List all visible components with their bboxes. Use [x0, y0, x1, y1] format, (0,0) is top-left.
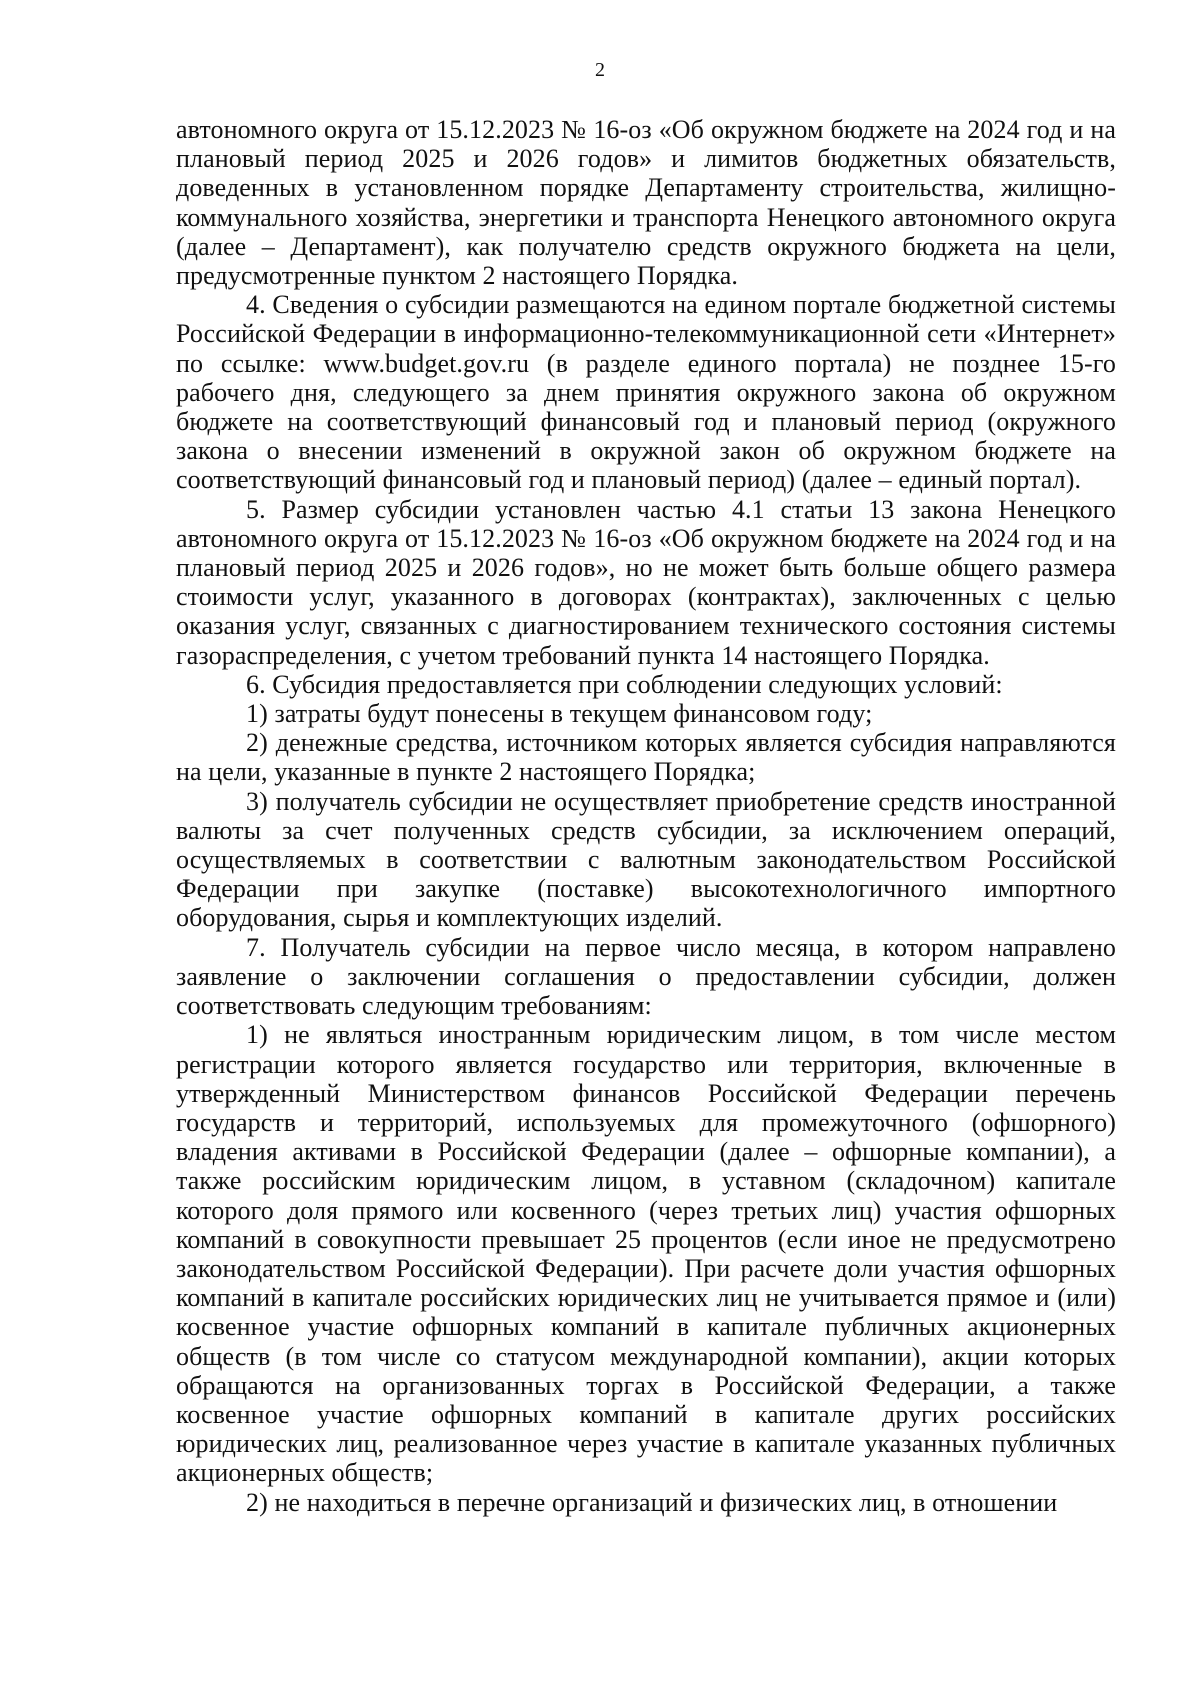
paragraph-item-6: 6. Субсидия предоставляется при соблюдении следующих условий:	[246, 669, 1003, 699]
paragraph-item-6-1: 1) затраты будут понесены в текущем финансовом году;	[246, 699, 873, 729]
paragraph-item-7-2: 2) не находиться в перечне организаций и физических лиц, в отношении	[246, 1487, 1058, 1517]
paragraph-item-6-2: 2) денежные средства, источником которых является субсидия направляются на цели, указанные в пункте 2 настоящего Порядка;	[176, 728, 1116, 787]
paragraph-item-5: 5. Размер субсидии установлен частью 4.1 статьи 13 закона Ненецкого автономного округа от 15.12.2023 № 16-оз «Об окружном бюджете на 2024 год и на плановый период 2025 и 2026 годов», но не может быть больше общего размера стоимости услуг, указанного в договорах (контрактах), заключенных с целью оказания услуг, связанных с диагностированием технического состояния системы газораспределения, с учетом требований пункта 14 настоящего Порядка.	[176, 494, 1116, 670]
page-number: 2	[595, 59, 605, 81]
paragraph-item-7-1: 1) не являться иностранным юридическим лицом, в том числе местом регистрации которого является государство или территория, включенные в утвержденный Министерством финансов Российской Федерации перечень государств и территорий, используемых для промежуточного (офшорного) владения активами в Российской Федерации (далее – офшорные компании), а также российским юридическим лицом, в уставном (складочном) капитале которого доля прямого или косвенного (через третьих лиц) участия офшорных компаний в совокупности превышает 25 процентов (если иное не предусмотрено законодательством Российской Федерации). При расчете доли участия офшорных компаний в капитале российских юридических лиц не учитывается прямое и (или) косвенное участие офшорных компаний в капитале публичных акционерных обществ (в том числе со статусом международной компании), акции которых обращаются на организованных торгах в Российской Федерации, а также косвенное участие офшорных компаний в капитале других российских юридических лиц, реализованное через участие в капитале указанных публичных акционерных обществ;	[176, 1020, 1116, 1488]
paragraph-item-7: 7. Получатель субсидии на первое число месяца, в котором направлено заявление о заключении соглашения о предоставлении субсидии, должен соответствовать следующим требованиям:	[176, 932, 1116, 1021]
paragraph-continuation: автономного округа от 15.12.2023 № 16-оз «Об окружном бюджете на 2024 год и на плановый период 2025 и 2026 годов» и лимитов бюджетных обязательств, доведенных в установленном порядке Департаменту строительства, жилищно-коммунального хозяйства, энергетики и транспорта Ненецкого автономного округа (далее – Департамент), как получателю средств окружного бюджета на цели, предусмотренные пунктом 2 настоящего Порядка.	[176, 115, 1116, 291]
paragraph-item-6-3: 3) получатель субсидии не осуществляет приобретение средств иностранной валюты за счет полученных средств субсидии, за исключением операций, осуществляемых в соответствии с валютным законодательством Российской Федерации при закупке (поставке) высокотехнологичного импортного оборудования, сырья и комплектующих изделий.	[176, 786, 1116, 933]
paragraph-item-4: 4. Сведения о субсидии размещаются на едином портале бюджетной системы Российской Федерации в информационно-телекоммуникационной сети «Интернет» по ссылке: www.budget.gov.ru (в разделе единого портала) не позднее 15-го рабочего дня, следующего за днем принятия окружного закона об окружном бюджете на соответствующий финансовый год и плановый период (окружного закона о внесении изменений в окружной закон об окружном бюджете на соответствующий финансовый год и плановый период) (далее – единый портал).	[176, 290, 1116, 495]
document-body	[176, 115, 1116, 1517]
